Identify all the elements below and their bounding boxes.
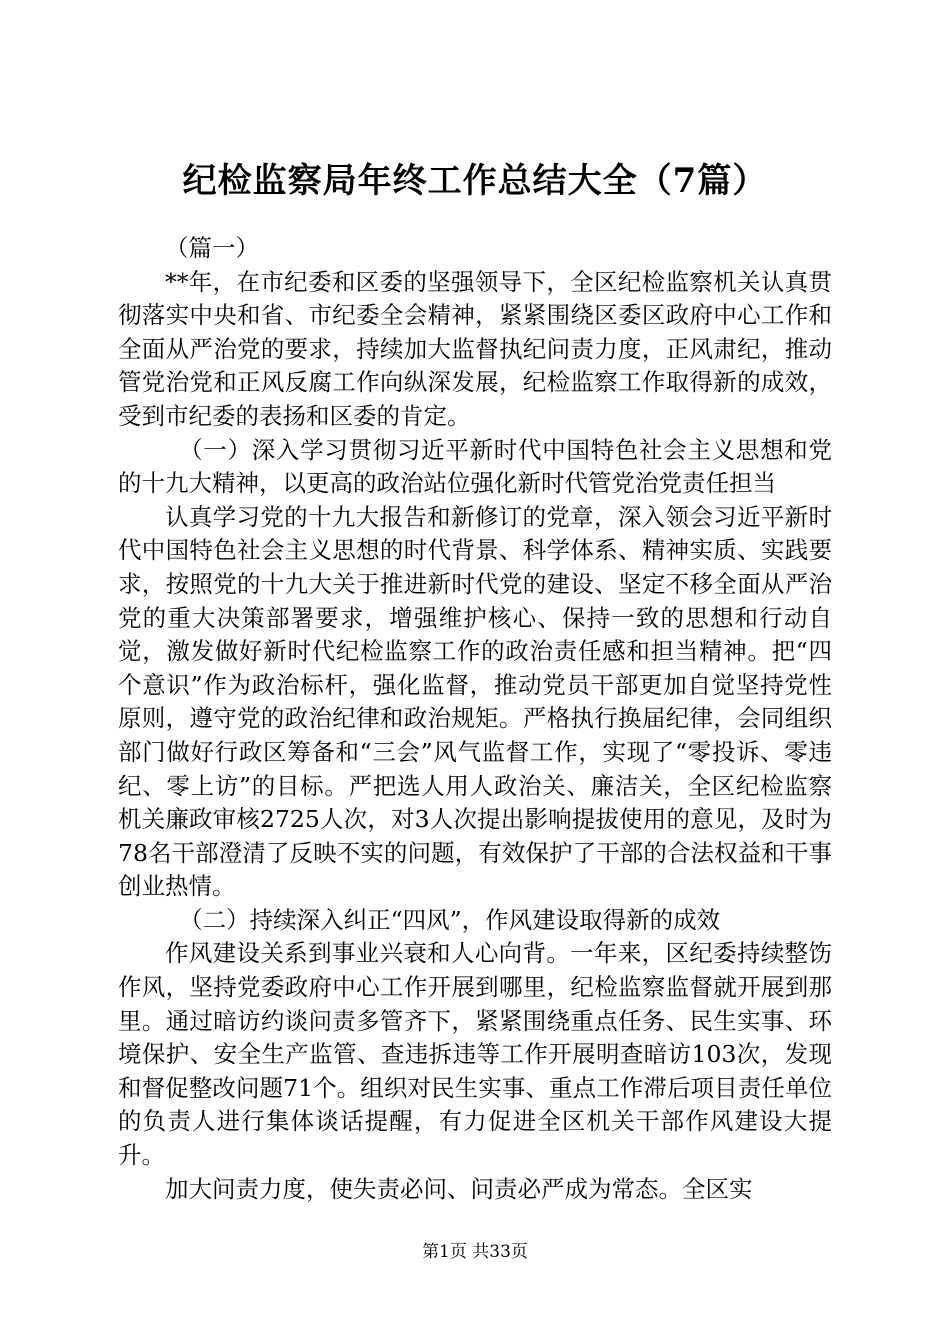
body-paragraph: 认真学习党的十九大报告和新修订的党章，深入领会习近平新时代中国特色社会主义思想的时代背景、科学体系、精神实质、实践要求，按照党的十九大关于推进新时代党的建设、坚定不移全面从严治党的重大决策部署要求，增强维护核心、保持一致的思想和行动自觉，激发做好新时代纪检监察工作的政治责任感和担当精神。把“四个意识”作为政治标杆，强化监督，推动党员干部更加自觉坚持党性原则，遵守党的政治纪律和政治规矩。严格执行换届纪律，会同组织部门做好行政区筹备和“三会”风气监督工作，实现了“零投诉、零违纪、零上访”的目标。严把选人用人政治关、廉洁关，全区纪检监察机关廉政审核2725人次，对3人次提出影响提拔使用的意见，及时为78名干部澄清了反映不实的问题，有效保护了干部的合法权益和干事创业热情。: [118, 502, 832, 901]
page-footer: 第1页 共33页: [422, 1242, 528, 1262]
body-paragraph: 加大问责力度，使失责必问、问责必严成为常态。全区实: [165, 1174, 753, 1203]
intro-paragraph: **年，在市纪委和区委的坚强领导下，全区纪检监察机关认真贯彻落实中央和省、市纪委全会精神，紧紧围绕区委区政府中心工作和全面从严治党的要求，持续加大监督执纪问责力度，正风肃纪，推动管党治党和正风反腐工作向纵深发展，纪检监察工作取得新的成效，受到市纪委的表扬和区委的肯定。: [118, 267, 832, 430]
document-title: 纪检监察局年终工作总结大全（7篇）: [182, 161, 768, 201]
body-paragraph: 作风建设关系到事业兴衰和人心向背。一年来，区纪委持续整饬作风，坚持党委政府中心工作开展到哪里，纪检监察监督就开展到那里。通过暗访约谈问责多管齐下，紧紧围绕重点任务、民生实事、环境保护、安全生产监管、查违拆违等工作开展明查暗访103次，发现和督促整改问题71个。组织对民生实事、重点工作滞后项目责任单位的负责人进行集体谈话提醒，有力促进全区机关干部作风建设大提升。: [118, 939, 832, 1170]
section-heading-2: （二）持续深入纠正“四风”，作风建设取得新的成效: [179, 905, 721, 934]
document-body: [118, 232, 832, 1206]
section-heading-1: （一）深入学习贯彻习近平新时代中国特色社会主义思想和党的十九大精神，以更高的政治站位强化新时代管党治党责任担当: [118, 435, 832, 498]
section-label: （篇一）: [165, 234, 259, 262]
